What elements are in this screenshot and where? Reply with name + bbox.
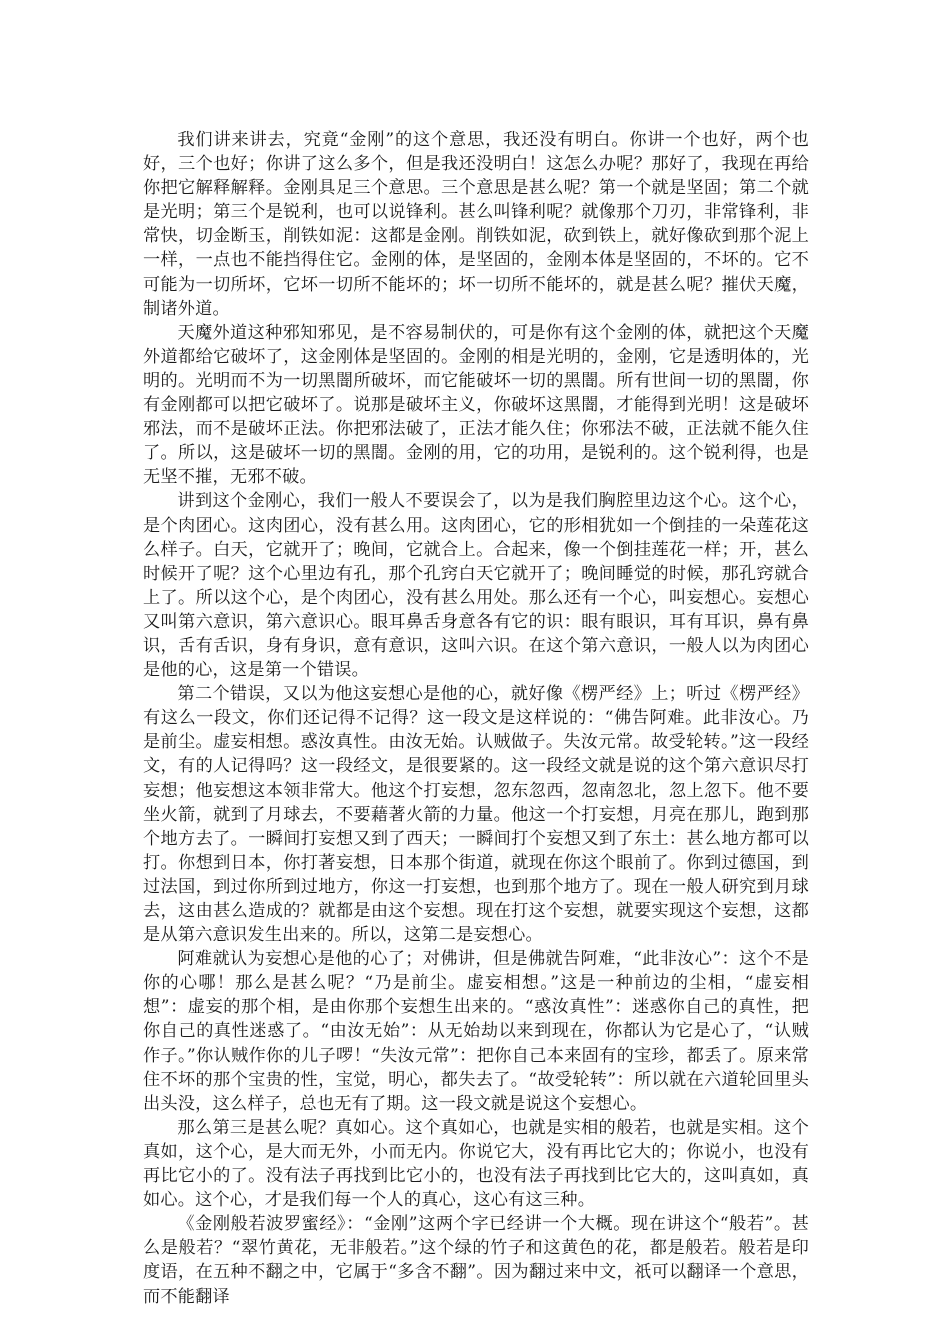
document-page [143, 128, 809, 1309]
paragraph-second-error: 第二个错误，又以为他这妄想心是他的心，就好像《楞严经》上；听过《楞严经》有这么一段文，你们还记得不记得？这一段文是这样说的：“佛告阿难。此非汝心。乃是前尘。虚妄相想。惑汝真性。由汝无始。认贼做子。失汝元常。故受轮转。”这一段经文，有的人记得吗？这一段经文，是很要紧的。这一段经文就是说的这个第六意识尽打妄想；他妄想这本领非常大。他这个打妄想，忽东忽西，忽南忽北，忽上忽下。他不要坐火箭，就到了月球去，不要藉著火箭的力量。他这一个打妄想，月亮在那儿，跑到那个地方去了。一瞬间打妄想又到了西天；一瞬间打个妄想又到了东土：甚么地方都可以打。你想到日本，你打著妄想，日本那个街道，就现在你这个眼前了。你到过德国，到过法国，到过你所到过地方，你这一打妄想，也到那个地方了。现在一般人研究到月球去，这由甚么造成的？就都是由这个妄想。现在打这个妄想，就要实现这个妄想，这都是从第六意识发生出来的。所以，这第二是妄想心。 [143, 684, 809, 946]
paragraph-prajna: 《金刚般若波罗蜜经》：“金刚”这两个字已经讲一个大概。现在讲这个“般若”。甚么是般若？“翠竹黄花，无非般若。”这个绿的竹子和这黄色的花，都是般若。般若是印度语，在五种不翻之中，它属于“多含不翻”。因为翻过来中文，祇可以翻译一个意思，而不能翻译 [143, 1214, 809, 1307]
paragraph-vajra-meaning: 我们讲来讲去，究竟“金刚”的这个意思，我还没有明白。你讲一个也好，两个也好，三个也好；你讲了这么多个，但是我还没明白！这怎么办呢？那好了，我现在再给你把它解释解释。金刚具足三个意思。三个意思是甚么呢？第一个就是坚固；第二个就是光明；第三个是锐利，也可以说锋利。甚么叫锋利呢？就像那个刀刃，非常锋利，非常快，切金断玉，削铁如泥：这都是金刚。削铁如泥，砍到铁上，就好像砍到那个泥上一样，一点也不能挡得住它。金刚的体，是坚固的，金刚本体是坚固的，不坏的。它不可能为一切所坏，它坏一切所不能坏的；坏一切所不能坏的，就是甚么呢？摧伏天魔，制诸外道。 [143, 130, 809, 319]
paragraph-ananda: 阿难就认为妄想心是他的心了；对佛讲，但是佛就告阿难，“此非汝心”：这个不是你的心哪！那么是甚么呢？“乃是前尘。虚妄相想。”这是一种前边的尘相，“虚妄相想”：虚妄的那个相，是由你那个妄想生出来的。“惑汝真性”：迷惑你自己的真性，把你自己的真性迷惑了。“由汝无始”：从无始劫以来到现在，你都认为它是心了，“认贼作子。”你认贼作你的儿子啰！“失汝元常”：把你自己本来固有的宝珍，都丢了。原来常住不坏的那个宝贵的性，宝觉，明心，都失去了。“故受轮转”：所以就在六道轮回里头出头没，这么样子，总也无有了期。这一段文就是说这个妄想心。 [143, 949, 809, 1114]
paragraph-flesh-heart: 讲到这个金刚心，我们一般人不要误会了，以为是我们胸腔里边这个心。这个心，是个肉团心。这肉团心，没有甚么用。这肉团心，它的形相犹如一个倒挂的一朵莲花这么样子。白天，它就开了；晚间，它就合上。合起来，像一个倒挂莲花一样；开，甚么时候开了呢？这个心里边有孔，那个孔窍白天它就开了；晚间睡觉的时候，那孔窍就合上了。所以这个心，是个肉团心，没有甚么用处。那么还有一个心，叫妄想心。妄想心又叫第六意识，第六意识心。眼耳鼻舌身意各有它的识：眼有眼识，耳有耳识，鼻有鼻识，舌有舌识，身有身识，意有意识，这叫六识。在这个第六意识，一般人以为肉团心是他的心，这是第一个错误。 [143, 491, 809, 681]
paragraph-true-suchness: 那么第三是甚么呢？真如心。这个真如心，也就是实相的般若，也就是实相。这个真如，这个心，是大而无外，小而无内。你说它大，没有再比它大的；你说小，也没有再比它小的了。没有法子再找到比它小的，也没有法子再找到比它大的，这叫真如，真如心。这个心，才是我们每一个人的真心，这心有这三种。 [143, 1117, 809, 1211]
paragraph-heavenly-demons: 天魔外道这种邪知邪见，是不容易制伏的，可是你有这个金刚的体，就把这个天魔外道都给它破坏了，这金刚体是坚固的。金刚的相是光明的，金刚，它是透明体的，光明的。光明而不为一切黑闇所破坏，而它能破坏一切的黑闇。所有世间一切的黑闇，你有金刚都可以把它破坏了。说那是破坏主义，你破坏这黑闇，才能得到光明！这是破坏邪法，而不是破坏正法。你把邪法破了，正法才能久住；你邪法不破，正法就不能久住了。所以，这是破坏一切的黑闇。金刚的用，它的功用，是锐利的。这个锐利得，也是无坚不摧，无邪不破。 [143, 322, 809, 488]
